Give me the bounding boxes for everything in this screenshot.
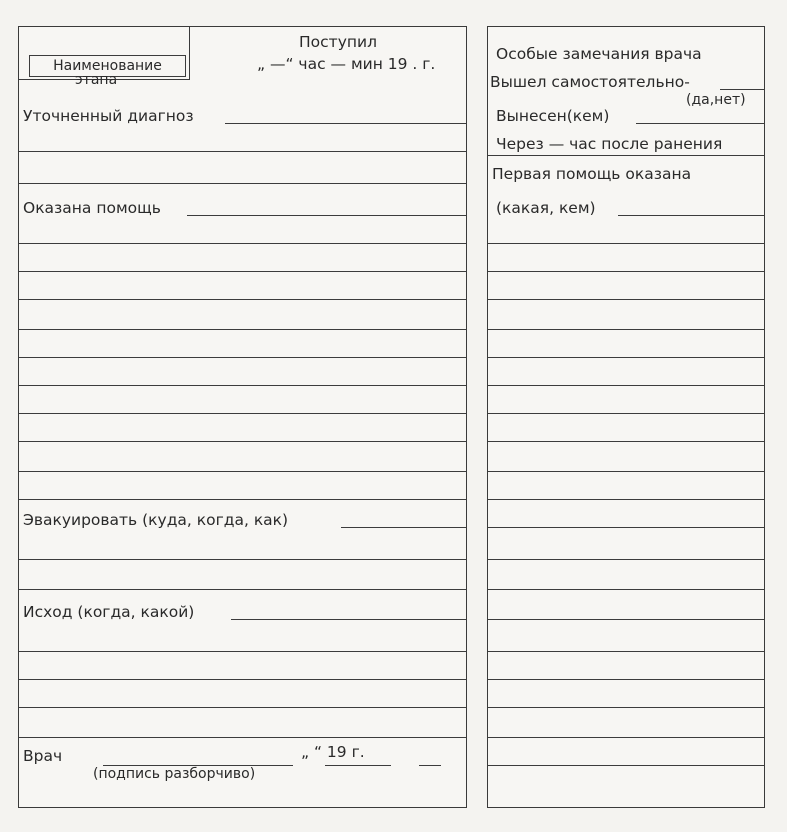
notes-line-14 xyxy=(488,619,764,620)
arrived-title: Поступил xyxy=(299,33,377,51)
notes-line-17 xyxy=(488,707,764,708)
notes-line-8 xyxy=(488,441,764,442)
diagnosis-line-1 xyxy=(225,123,466,124)
help-line-9 xyxy=(19,441,466,442)
help-line-7 xyxy=(19,385,466,386)
outcome-line-1 xyxy=(231,619,466,620)
notes-line-13 xyxy=(488,589,764,590)
arrived-datetime-line: „ —“ час — мин 19 . г. xyxy=(257,55,436,73)
outcome-line-2 xyxy=(19,651,466,652)
stage-name-label: Наименование xyxy=(29,55,186,77)
outcome-label: Исход (когда, какой) xyxy=(23,603,195,621)
stage-sub-label: этапа xyxy=(75,72,118,88)
help-line-11 xyxy=(19,499,466,500)
notes-line-7 xyxy=(488,413,764,414)
evacuate-line-2 xyxy=(19,559,466,560)
walked-out-line xyxy=(720,89,764,90)
notes-line-9 xyxy=(488,471,764,472)
first-aid-which-label: (какая, кем) xyxy=(496,199,596,217)
notes-line-15 xyxy=(488,651,764,652)
notes-line-1 xyxy=(488,243,764,244)
help-line-10 xyxy=(19,471,466,472)
doctor-year-blank xyxy=(419,765,441,766)
help-line-4 xyxy=(19,299,466,300)
notes-line-3 xyxy=(488,299,764,300)
first-aid-label: Первая помощь оказана xyxy=(492,165,692,183)
notes-line-2 xyxy=(488,271,764,272)
outcome-line-4 xyxy=(19,707,466,708)
doctor-date-line: „ “ 19 г. xyxy=(301,743,365,761)
help-line-2 xyxy=(19,243,466,244)
help-line-8 xyxy=(19,413,466,414)
notes-line-19 xyxy=(488,765,764,766)
yes-no-hint: (да,нет) xyxy=(686,92,746,108)
outcome-line-3 xyxy=(19,679,466,680)
notes-line-10 xyxy=(488,499,764,500)
carried-by-label: Вынесен(кем) xyxy=(496,107,610,125)
notes-line-11 xyxy=(488,527,764,528)
right-form-panel xyxy=(487,26,765,808)
notes-line-12 xyxy=(488,559,764,560)
evacuate-line-3 xyxy=(19,589,466,590)
first-aid-line xyxy=(618,215,764,216)
carried-by-line xyxy=(636,123,764,124)
doctor-date-blank xyxy=(325,765,391,766)
help-line-6 xyxy=(19,357,466,358)
help-line-1 xyxy=(187,215,466,216)
signature-hint: (подпись разборчиво) xyxy=(93,766,256,782)
notes-line-16 xyxy=(488,679,764,680)
diagnosis-line-2 xyxy=(19,151,466,152)
walked-out-label: Вышел самостоятельно- xyxy=(490,73,690,91)
outcome-line-5 xyxy=(19,737,466,738)
doctor-notes-title: Особые замечания врача xyxy=(496,45,702,63)
after-hours-label: Через — час после ранения xyxy=(496,135,723,153)
notes-line-4 xyxy=(488,329,764,330)
left-form-panel xyxy=(18,26,467,808)
notes-line-5 xyxy=(488,357,764,358)
help-line-5 xyxy=(19,329,466,330)
notes-line-18 xyxy=(488,737,764,738)
diagnosis-label: Уточненный диагноз xyxy=(23,107,194,125)
after-hours-line xyxy=(488,155,764,156)
evacuate-label: Эвакуировать (куда, когда, как) xyxy=(23,511,289,529)
help-line-3 xyxy=(19,271,466,272)
notes-line-6 xyxy=(488,385,764,386)
evacuate-line-1 xyxy=(341,527,466,528)
help-given-label: Оказана помощь xyxy=(23,199,161,217)
doctor-label: Врач xyxy=(23,747,63,765)
diagnosis-line-3 xyxy=(19,183,466,184)
